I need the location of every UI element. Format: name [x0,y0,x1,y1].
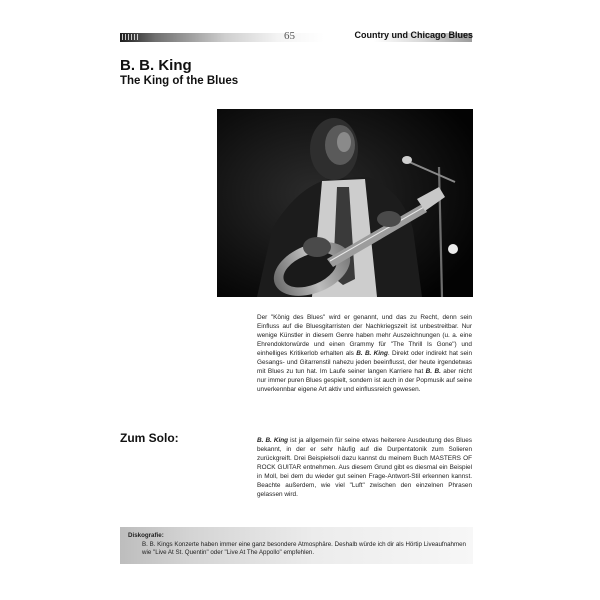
solo-paragraph [257,436,472,499]
section-title: Country und Chicago Blues [354,30,473,40]
intro-paragraph [257,313,472,394]
intro-text-2: . Direkt oder indirekt hat sein Gesangs- und Gitarrenstil nahezu jeden beeinflusst, der heute irgendetwas mit Blues zu tun hat. Im Laufe seiner langen Karriere hat [257,350,473,375]
discography-title: Diskografie: [128,532,164,539]
header-pattern [122,34,140,40]
intro-text-1: Der "König des Blues" wird er genannt, und das zu Recht, denn sein Einfluss auf die Bluesgitarristen der Nachkriegszeit ist unbestreitbar. Nur wenige Künstler in diesem Genre haben mehr Auszeichnungen (u. a. eine Ehrendoktorwürde und einen Grammy für "The Thrill Is Gone") und einhelliges Kritikerlob erhalten als [257,314,472,357]
discography-text: B. B. Kings Konzerte haben immer eine ganz besondere Atmosphäre. Deshalb würde ich dir als Hörtip Liveaufnahmen wie "Live At St. Quentin" oder "Live At The Appollo" empfehlen. [142,540,466,556]
intro-artist-name: B. B. King [356,350,388,357]
page-number: 65 [284,30,295,42]
intro-artist-short: B. B. [425,368,441,375]
solo-artist-name: B. B. King [257,437,289,444]
solo-text: ist ja allgemein für seine etwas heiterere Ausdeutung des Blues bekannt, in der er sehr häufig auf die Durpentatonik zum Solieren zurückgreift. Drei Beispielsoli dazu kannst du meinem Buch MASTERS OF ROCK GUITAR entnehmen. Aus diesem Grund gibt es diesmal ein Beispiel in Moll, bei dem du wieder gut seinen Frage-Antwort-Stil erkennen kannst. Beachte außerdem, wie viel "Luft" zwischen den einzelnen Phrasen gelassen wird. [257,437,472,498]
musician-with-guitar-photo [217,109,473,297]
solo-heading: Zum Solo: [120,431,179,445]
article-title: B. B. King [120,57,192,74]
intro-text-3: aber nicht nur immer puren Blues gespielt, sondern ist auch in der Popmusik auf seine unverkennbar eigene Art aktiv und einflussreich gewesen. [257,368,472,393]
discography-box [120,527,473,564]
article-subtitle: The King of the Blues [120,75,239,87]
